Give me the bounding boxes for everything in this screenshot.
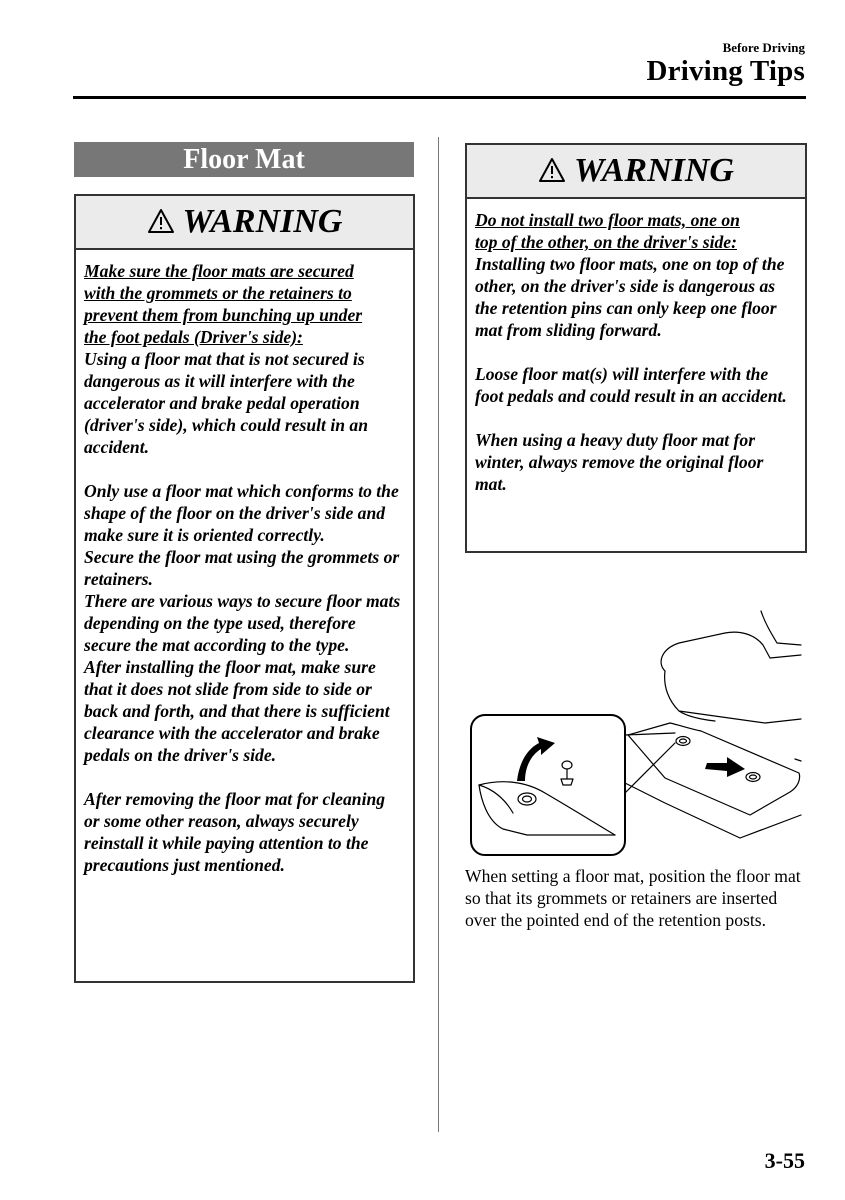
header-divider	[73, 96, 806, 99]
left-warning-header	[76, 196, 413, 250]
left-warning-heading: WARNING	[182, 203, 343, 240]
header-section-label: Before Driving	[722, 40, 805, 55]
forward-arrow	[705, 757, 745, 777]
right-warning-text: When using a heavy duty floor mat for winter, always remove the original floor mat.	[475, 430, 764, 494]
right-warning-paragraph	[475, 363, 797, 407]
right-warning-text: Loose floor mat(s) will interfere with the foot pedals and could result in an accident.	[475, 364, 787, 406]
column-divider	[438, 137, 439, 1132]
page-title: Driving Tips	[646, 55, 805, 87]
section-title: Floor Mat	[74, 142, 414, 177]
warning-triangle-icon	[147, 203, 183, 240]
left-warning-box	[74, 194, 415, 983]
left-warning-paragraph	[84, 480, 405, 766]
left-warning-lead: with the grommets or the retainers to	[84, 283, 352, 303]
right-warning-lead: top of the other, on the driver's side:	[475, 232, 737, 252]
left-warning-lead: the foot pedals (Driver's side):	[84, 327, 303, 347]
right-warning-lead: Do not install two floor mats, one on	[475, 210, 740, 230]
right-warning-box	[465, 143, 807, 553]
left-warning-text: There are various ways to secure floor mats depending on the type used, therefore secure the mat according to the type.	[84, 591, 401, 655]
illustration-caption: When setting a floor mat, position the floor mat so that its grommets or retainers are inserted over the pointed end of the retention posts.	[465, 866, 801, 930]
left-warning-paragraph	[84, 788, 405, 876]
left-warning-lead: Make sure the floor mats are secured	[84, 261, 354, 281]
right-warning-header	[467, 145, 805, 199]
right-warning-paragraph	[475, 209, 797, 341]
right-warning-heading: WARNING	[574, 152, 734, 189]
left-warning-lead: prevent them from bunching up under	[84, 305, 363, 325]
right-warning-paragraph	[475, 429, 797, 495]
right-warning-text: Installing two floor mats, one on top of the other, on the driver's side is dangerous as the retention pins can only keep one floor mat from sliding forward.	[475, 254, 785, 340]
left-warning-body	[76, 250, 413, 876]
left-warning-text: After installing the floor mat, make sure that it does not slide from side to side or back and forth, and that there is sufficient clearance with the accelerator and brake pedals on the driver's side.	[84, 657, 390, 765]
seat-outline	[661, 632, 801, 671]
left-warning-text: After removing the floor mat for cleaning or some other reason, always securely reinstall it while paying attention to the precautions just mentioned.	[84, 789, 386, 875]
floor-mat-illustration	[465, 603, 805, 860]
left-warning-text: Only use a floor mat which conforms to the shape of the floor on the driver's side and make sure it is oriented correctly.	[84, 481, 399, 545]
page-number: 3-55	[764, 1148, 805, 1173]
inset-detail-box	[471, 715, 625, 855]
direction-arrow	[517, 737, 555, 781]
left-warning-paragraph	[84, 260, 405, 458]
warning-triangle-icon	[538, 152, 574, 189]
left-warning-text: Secure the floor mat using the grommets or retainers.	[84, 547, 400, 589]
right-warning-body	[467, 199, 805, 495]
left-warning-text: Using a floor mat that is not secured is dangerous as it will interfere with the accelerator and brake pedal operation (driver's side), which could result in an accident.	[84, 349, 368, 457]
